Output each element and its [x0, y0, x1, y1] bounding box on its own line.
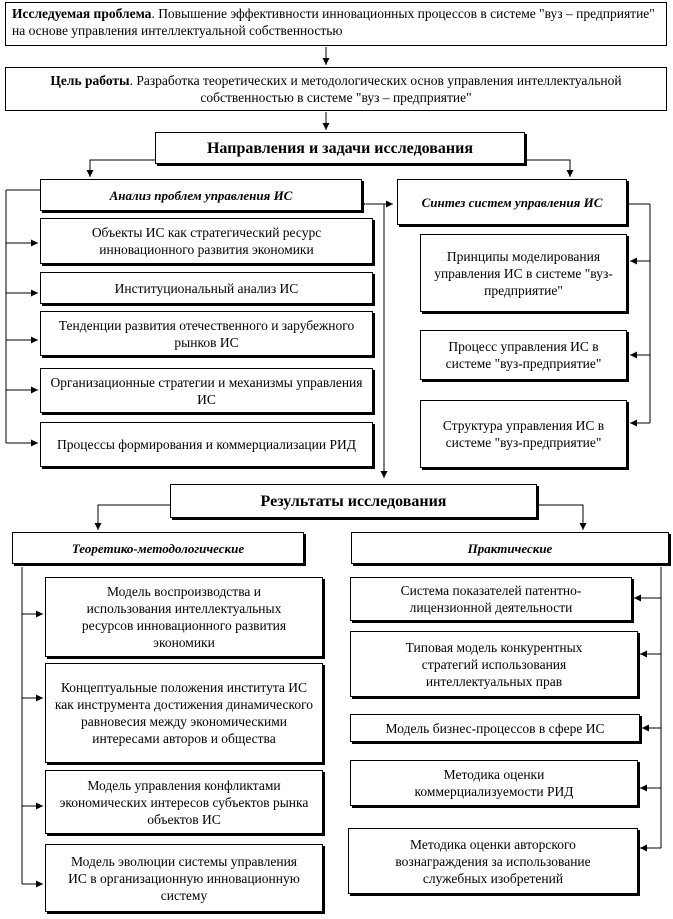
arrow-results-theory	[98, 505, 170, 530]
practice-item-3: Модель бизнес-процессов в сфере ИС	[350, 714, 640, 742]
directions-title: Направления и задачи исследования	[155, 132, 525, 164]
arrow-directions-analysis	[90, 160, 155, 177]
synthesis-title: Синтез систем управления ИС	[397, 179, 627, 225]
analysis-item-4: Организационные стратегии и механизмы управления ИС	[40, 368, 373, 413]
problem-text: . Повышение эффективности инновационных процессов в системе "вуз – предприятие" на основе управления интеллектуальной собственностью	[12, 6, 655, 38]
practice-item-2: Типовая модель конкурентных стратегий использования интеллектуальных прав	[350, 631, 638, 697]
analysis-item-1: Объекты ИС как стратегический ресурс инновационного развития экономики	[40, 218, 373, 264]
results-title: Результаты исследования	[170, 484, 537, 518]
theory-title: Теоретико-методологические	[12, 532, 304, 564]
practice-item-5: Методика оценки авторского вознаграждения за использование служебных изобретений	[348, 828, 638, 894]
arrow-results-practice	[537, 505, 583, 530]
theory-item-4: Модель эволюции системы управления ИС в организационную инновационную систему	[45, 844, 323, 912]
goal-text: . Разработка теоретических и методологических основ управления интеллектуальной собственностью в системе "вуз – предприятие"	[129, 73, 622, 105]
practice-item-4: Методика оценки коммерциализуемости РИД	[350, 760, 638, 806]
analysis-item-2: Институциональный анализ ИС	[40, 272, 373, 304]
theory-item-1: Модель воспроизводства и использования интеллектуальных ресурсов инновационного развития экономики	[45, 577, 323, 657]
synthesis-item-1: Принципы моделирования управления ИС в системе "вуз-предприятие"	[420, 234, 627, 312]
analysis-title: Анализ проблем управления ИС	[40, 179, 362, 211]
arrow-directions-synthesis	[525, 160, 570, 177]
practice-title: Практические	[351, 532, 669, 564]
theory-item-2: Концептуальные положения института ИС как инструмента достижения динамического равновесия между экономическими интересами авторов и общества	[45, 663, 323, 763]
goal-box	[5, 67, 667, 111]
analysis-item-5: Процессы формирования и коммерциализации РИД	[40, 422, 373, 467]
practice-item-1: Система показателей патентно-лицензионной деятельности	[350, 577, 632, 621]
synthesis-item-3: Структура управления ИС в системе "вуз-предприятие"	[420, 400, 627, 468]
problem-box	[5, 2, 667, 46]
theory-item-3: Модель управления конфликтами экономических интересов субъектов рынка объектов ИС	[45, 770, 323, 834]
problem-label: Исследуемая проблема	[12, 6, 152, 21]
analysis-item-3: Тенденции развития отечественного и зарубежного рынков ИС	[40, 311, 373, 356]
goal-label: Цель работы	[50, 73, 130, 88]
synthesis-item-2: Процесс управления ИС в системе "вуз-предприятие"	[420, 330, 627, 380]
